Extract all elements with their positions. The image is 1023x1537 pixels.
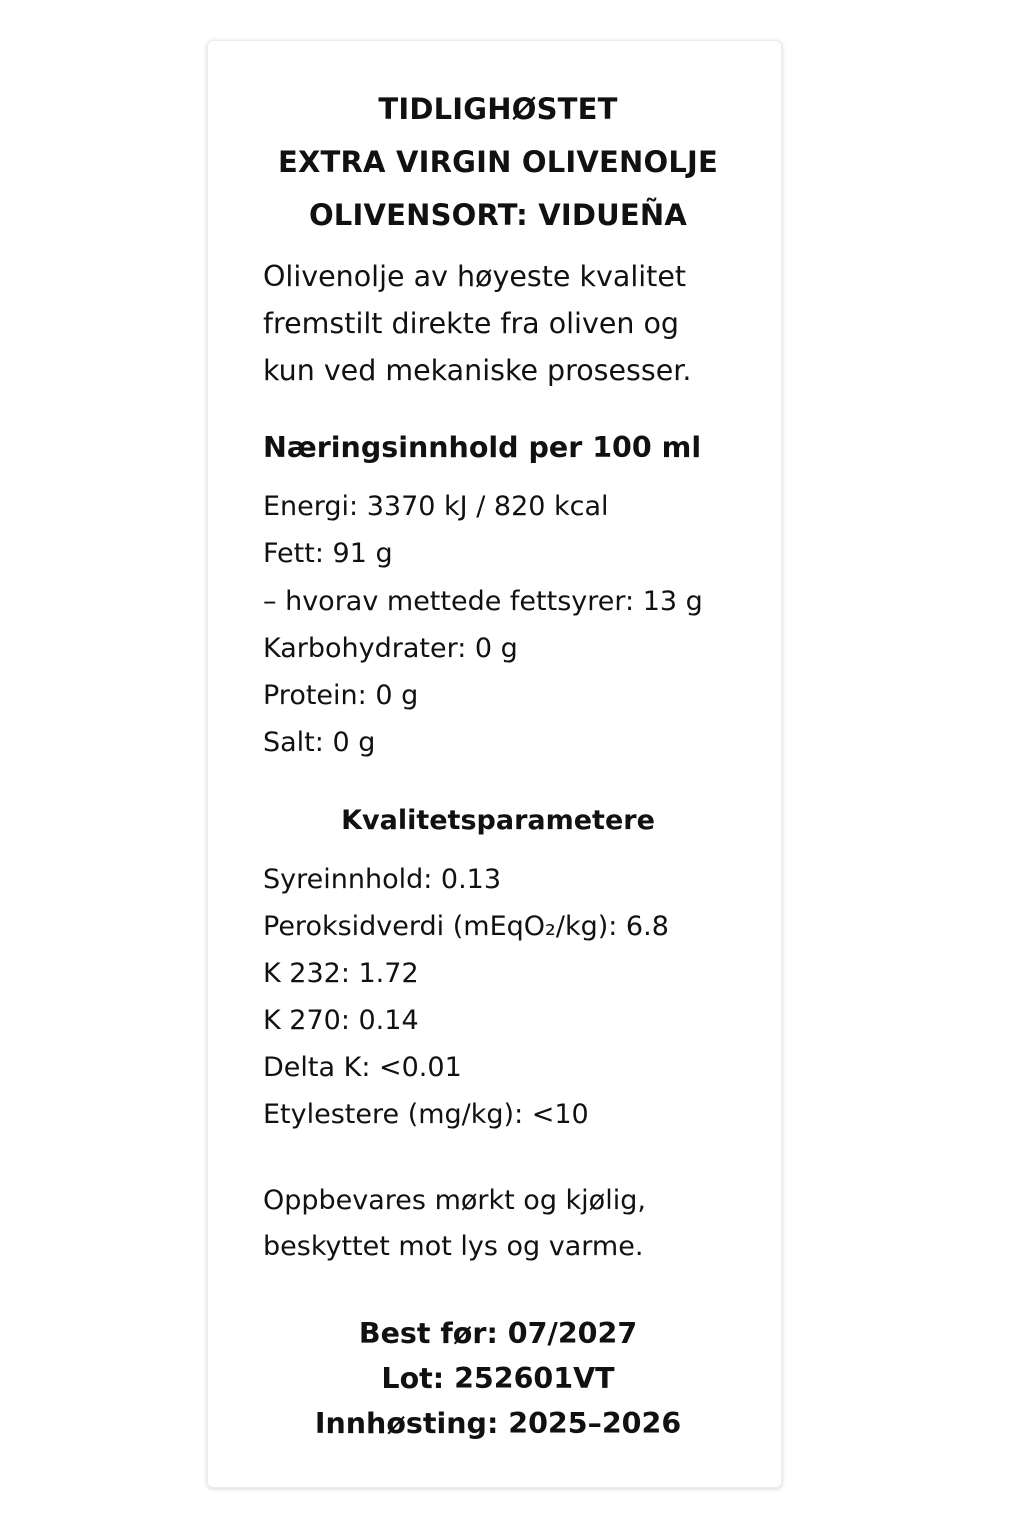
product-label bbox=[207, 40, 782, 1488]
description-line: Olivenolje av høyeste kvalitet bbox=[263, 260, 687, 293]
title-line-harvest: TIDLIGHØSTET bbox=[378, 92, 618, 126]
nutrition-list bbox=[263, 483, 703, 767]
description-line: fremstilt direkte fra oliven og bbox=[263, 307, 680, 340]
lot-number: Lot: 252601VT bbox=[381, 1362, 615, 1395]
nutrition-item-salt: Salt: 0 g bbox=[263, 727, 376, 759]
harvest-season: Innhøsting: 2025–2026 bbox=[314, 1407, 682, 1440]
storage-instructions bbox=[263, 1178, 646, 1270]
nutrition-item-carbohydrates: Karbohydrater: 0 g bbox=[263, 632, 518, 664]
quality-item-delta-k: Delta K: <0.01 bbox=[263, 1052, 462, 1083]
description-line: kun ved mekaniske prosesser. bbox=[263, 354, 692, 387]
title-line-product: EXTRA VIRGIN OLIVENOLJE bbox=[277, 145, 719, 179]
quality-item-acidity: Syreinnhold: 0.13 bbox=[263, 864, 502, 895]
nutrition-heading: Næringsinnhold per 100 ml bbox=[263, 431, 702, 464]
quality-heading: Kvalitetsparametere bbox=[341, 805, 655, 836]
batch-info bbox=[263, 1311, 733, 1446]
product-title bbox=[263, 83, 733, 242]
best-before: Best før: 07/2027 bbox=[358, 1317, 638, 1350]
product-description bbox=[263, 253, 733, 394]
quality-list bbox=[263, 856, 669, 1138]
quality-item-k232: K 232: 1.72 bbox=[263, 958, 419, 989]
storage-line: Oppbevares mørkt og kjølig, bbox=[263, 1185, 646, 1216]
storage-line: beskyttet mot lys og varme. bbox=[263, 1231, 644, 1262]
nutrition-item-fat: Fett: 91 g bbox=[263, 538, 393, 570]
quality-item-ethyl-esters: Etylestere (mg/kg): <10 bbox=[263, 1099, 589, 1130]
nutrition-item-energy: Energi: 3370 kJ / 820 kcal bbox=[263, 491, 609, 522]
title-line-variety: OLIVENSORT: VIDUEÑA bbox=[308, 198, 688, 232]
quality-item-k270: K 270: 0.14 bbox=[263, 1005, 419, 1036]
nutrition-item-saturated-fat: – hvorav mettede fettsyrer: 13 g bbox=[263, 585, 703, 617]
quality-item-peroxide: Peroksidverdi (mEqO₂/kg): 6.8 bbox=[263, 911, 669, 942]
nutrition-item-protein: Protein: 0 g bbox=[263, 680, 419, 712]
